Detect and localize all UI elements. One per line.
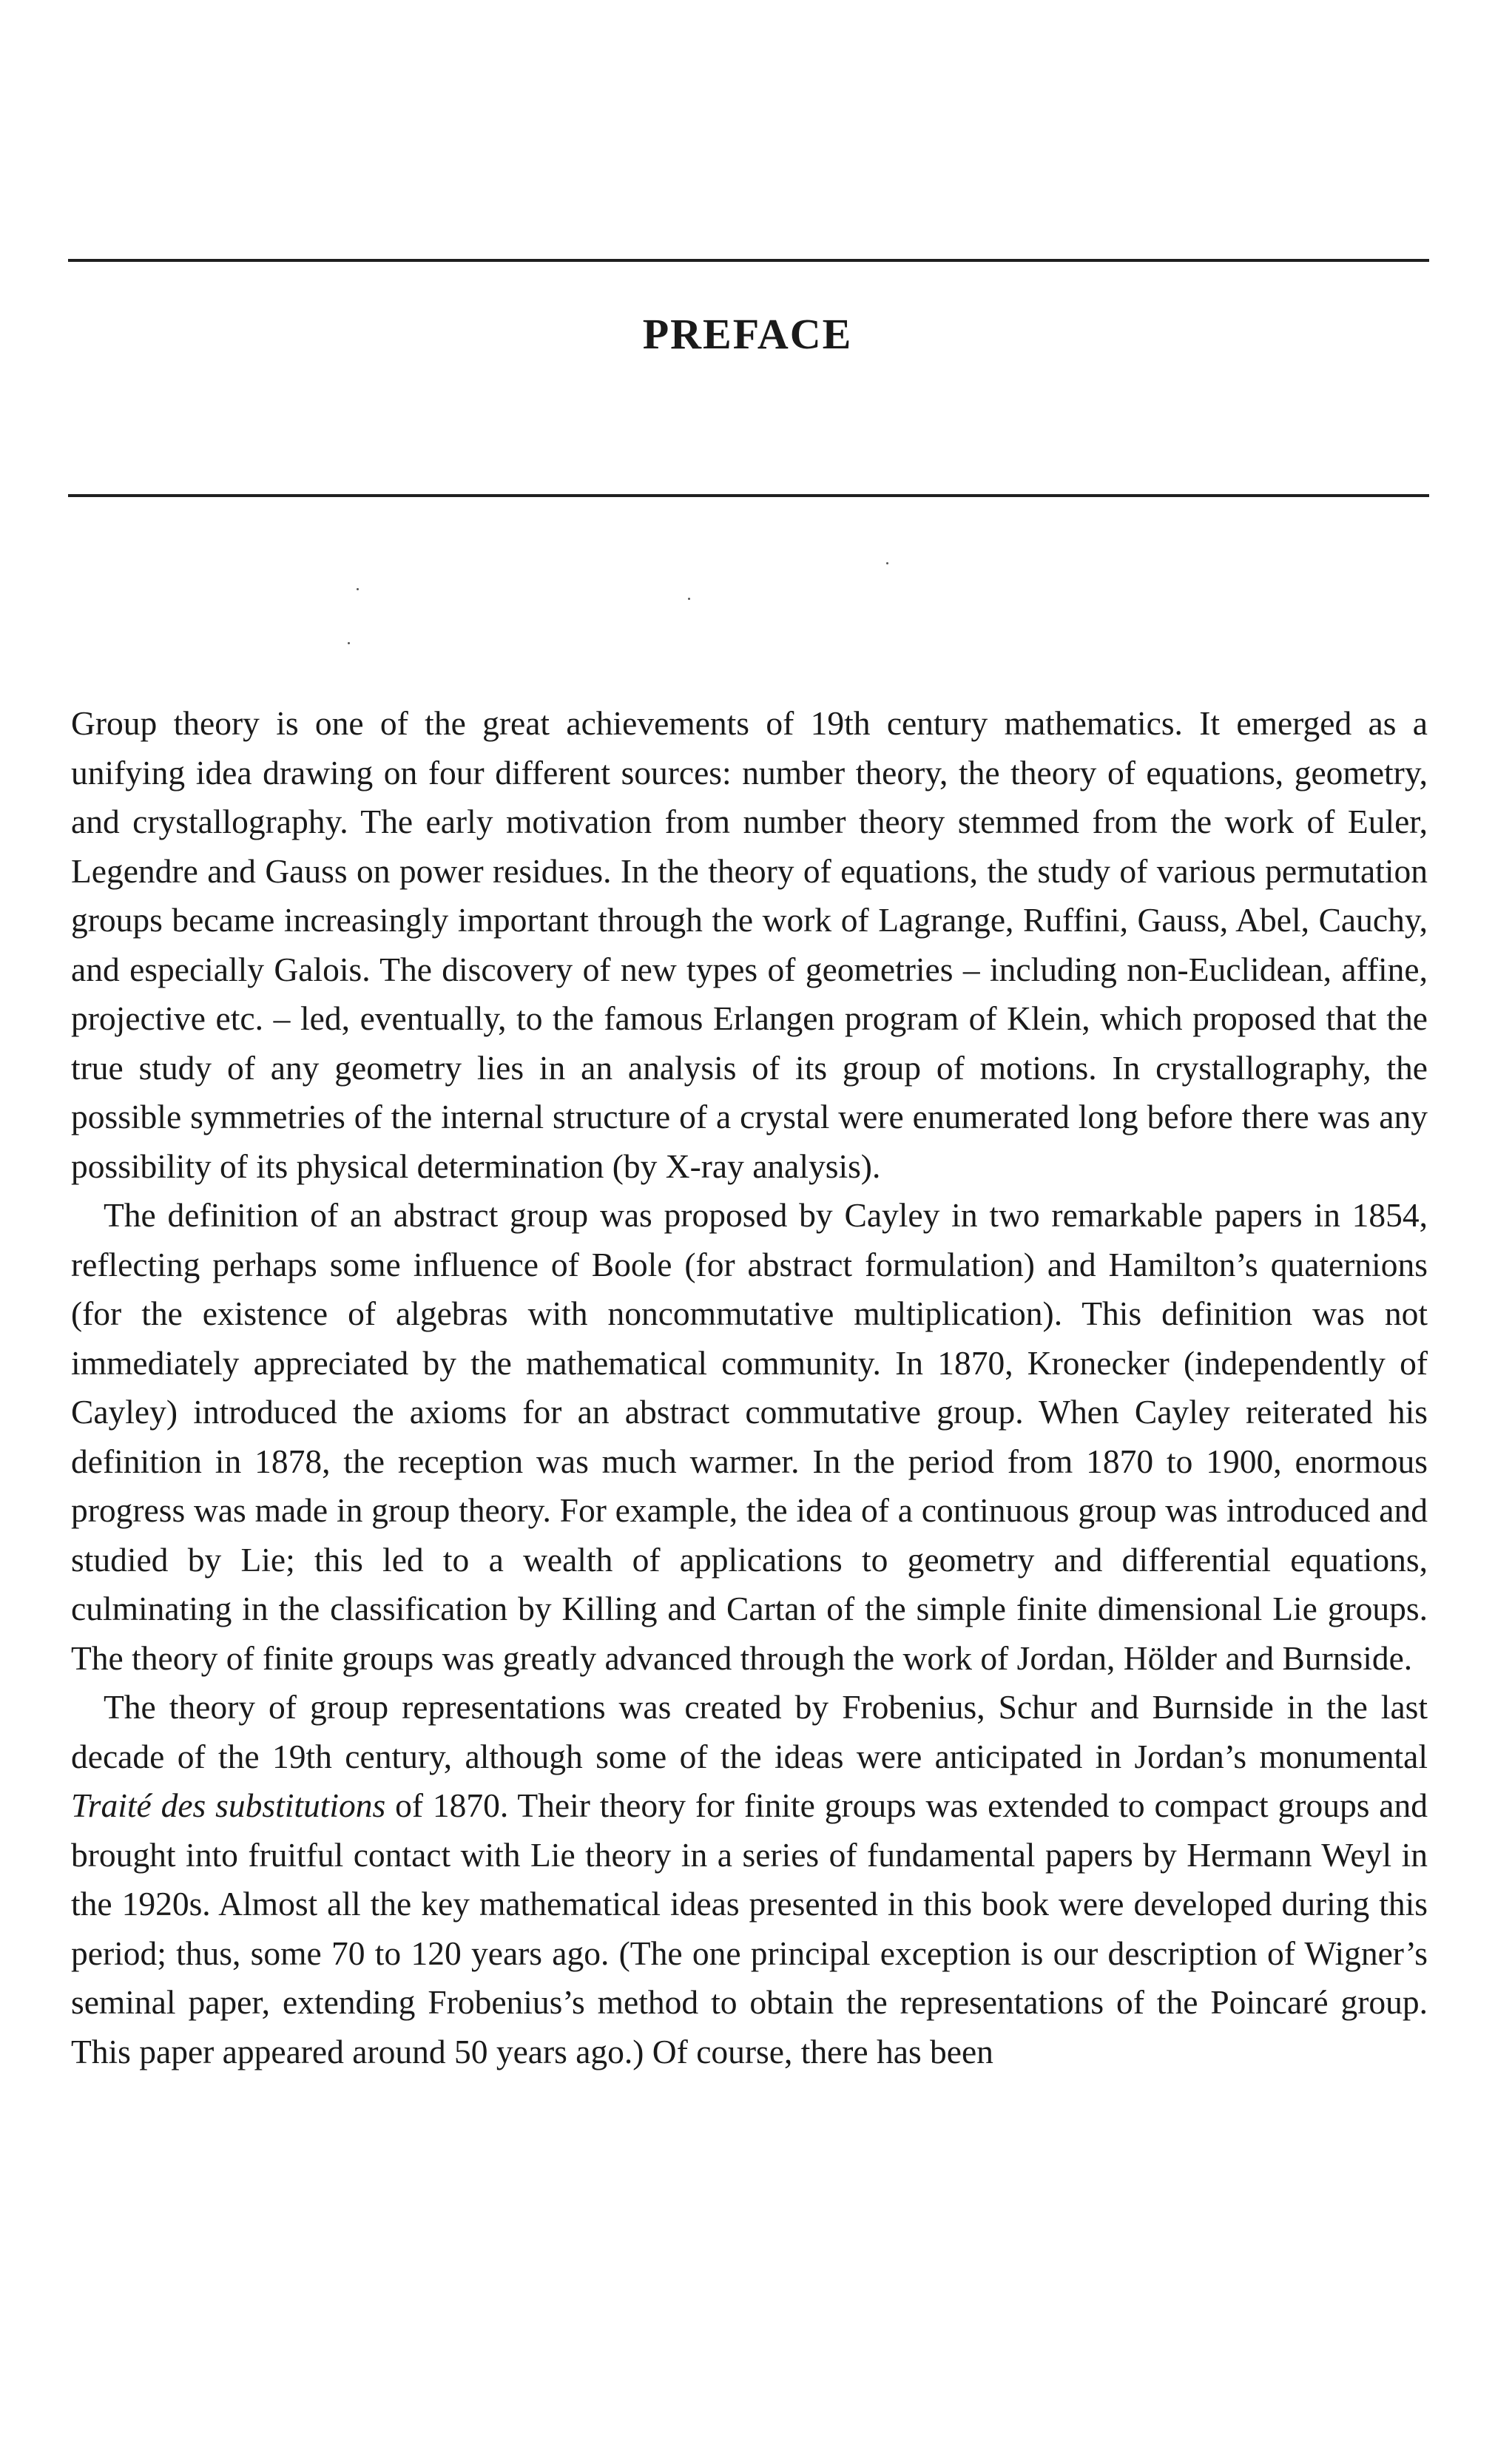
bottom-horizontal-rule: [68, 494, 1429, 497]
scan-speck: [886, 562, 888, 564]
scan-speck: [348, 642, 350, 644]
scan-speck: [688, 598, 690, 600]
preface-body: [71, 699, 1428, 2076]
paragraph-2: The definition of an abstract group was proposed by Cayley in two remarkable papers in 1854, reflecting perhaps some influence of Boole (for abstract formulation) and Hamilton’s quaternions (for the existence of algebras with noncommutative multiplication). This definition was not immediately appreciated by the mathematical community. In 1870, Kronecker (independently of Cayley) introduced the axioms for an abstract commutative group. When Cayley reiterated his definition in 1878, the reception was much warmer. In the period from 1870 to 1900, enormous progress was made in group theory. For example, the idea of a continuous group was introduced and studied by Lie; this led to a wealth of applications to geometry and differential equations, culminating in the classification by Killing and Cartan of the simple finite dimensional Lie groups. The theory of finite groups was greatly advanced through the work of Jordan, Hölder and Burnside.: [71, 1196, 1428, 1677]
paragraph-3-part-2: of 1870. Their theory for finite groups was extended to compact groups and brought into fruitful contact with Lie theory in a series of fundamental papers by Hermann Weyl in the 1920s. Almost all the key mathematical ideas presented in this book were developed during this period; thus, some 70 to 120 years ago. (The one principal exception is our description of Wigner’s seminal paper, extending Frobenius’s method to obtain the representations of the Poincaré group. This paper appeared around 50 years ago.) Of course, there has been: [71, 1786, 1428, 2070]
page-title: PREFACE: [642, 310, 853, 358]
paragraph-3: [71, 1683, 1428, 2076]
book-title-italic: Traité des substitutions: [71, 1786, 386, 1824]
paragraph-1: Group theory is one of the great achievements of 19th century mathematics. It emerged as a unifying idea drawing on four different sources: number theory, the theory of equations, geometry, and crystallography. The early motivation from number theory stemmed from the work of Euler, Legendre and Gauss on power residues. In the theory of equations, the study of various permutation groups became increasingly important through the work of Lagrange, Ruffini, Gauss, Abel, Cauchy, and especially Galois. The discovery of new types of geometries – including non-Euclidean, affine, projective etc. – led, eventually, to the famous Erlangen program of Klein, which proposed that the true study of any geometry lies in an analysis of its group of motions. In crystallography, the possible symmetries of the internal structure of a crystal were enumerated long before there was any possibility of its physical determination (by X-ray analysis).: [71, 704, 1428, 1185]
top-horizontal-rule: [68, 259, 1429, 262]
scan-speck: [357, 588, 359, 590]
paragraph-3-part-1: The theory of group representations was created by Frobenius, Schur and Burnside in the last decade of the 19th century, although some of the ideas were anticipated in Jordan’s monumental: [71, 1688, 1428, 1775]
